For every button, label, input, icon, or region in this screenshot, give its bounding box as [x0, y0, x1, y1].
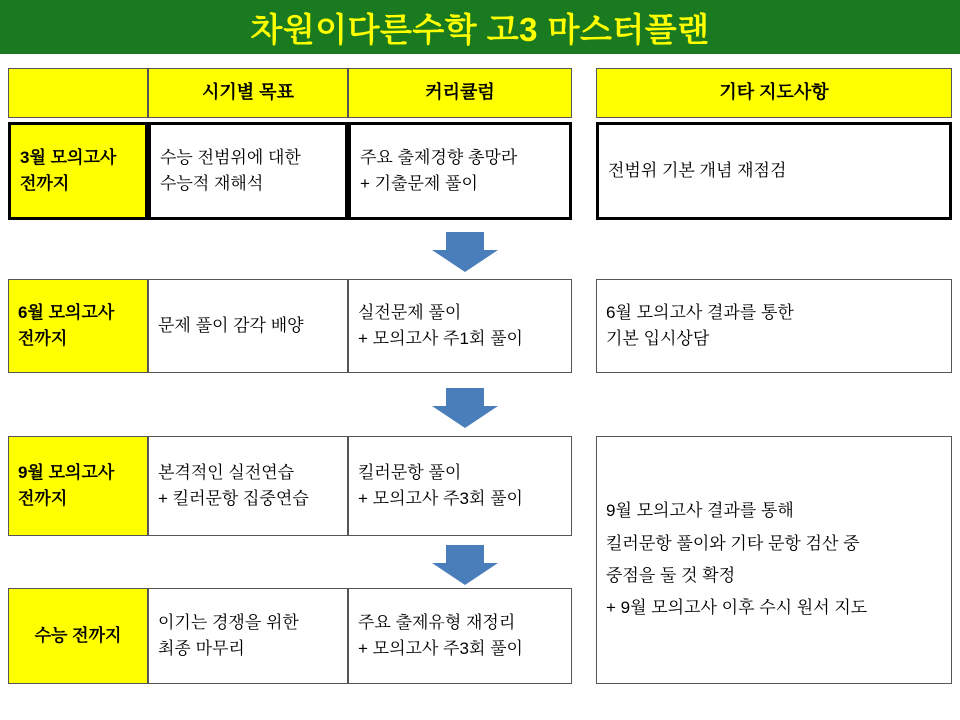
arrow-down-icon-1 [432, 232, 498, 272]
row4-curriculum: 주요 출제유형 재정리 + 모의고사 주3회 풀이 [348, 588, 572, 684]
row2-period: 6월 모의고사 전까지 [8, 279, 148, 373]
page-title: 차원이다른수학 고3 마스터플랜 [250, 10, 710, 48]
arrow-down-icon-3 [432, 545, 498, 585]
row1-curriculum: 주요 출제경향 총망라 + 기출문제 풀이 [348, 122, 572, 220]
row2-curriculum: 실전문제 풀이 + 모의고사 주1회 풀이 [348, 279, 572, 373]
row4-period: 수능 전까지 [8, 588, 148, 684]
header-goal: 시기별 목표 [148, 68, 348, 118]
row1-etc: 전범위 기본 개념 재점검 [596, 122, 952, 220]
title-banner [0, 0, 960, 54]
header-period [8, 68, 148, 118]
row1-goal: 수능 전범위에 대한 수능적 재해석 [148, 122, 348, 220]
row3-goal: 본격적인 실전연습 + 킬러문항 집중연습 [148, 436, 348, 536]
row3-curriculum: 킬러문항 풀이 + 모의고사 주3회 풀이 [348, 436, 572, 536]
row4-goal: 이기는 경쟁을 위한 최종 마무리 [148, 588, 348, 684]
arrow-down-icon-2 [432, 388, 498, 428]
row3-period: 9월 모의고사 전까지 [8, 436, 148, 536]
etc-last-merged: 9월 모의고사 결과를 통해 킬러문항 풀이와 기타 문항 검산 중 중점을 둘 것 확정 + 9월 모의고사 이후 수시 원서 지도 [596, 436, 952, 684]
row1-period: 3월 모의고사 전까지 [8, 122, 148, 220]
row2-goal: 문제 풀이 감각 배양 [148, 279, 348, 373]
header-etc: 기타 지도사항 [596, 68, 952, 118]
row2-etc: 6월 모의고사 결과를 통한 기본 입시상담 [596, 279, 952, 373]
header-curriculum: 커리큘럼 [348, 68, 572, 118]
